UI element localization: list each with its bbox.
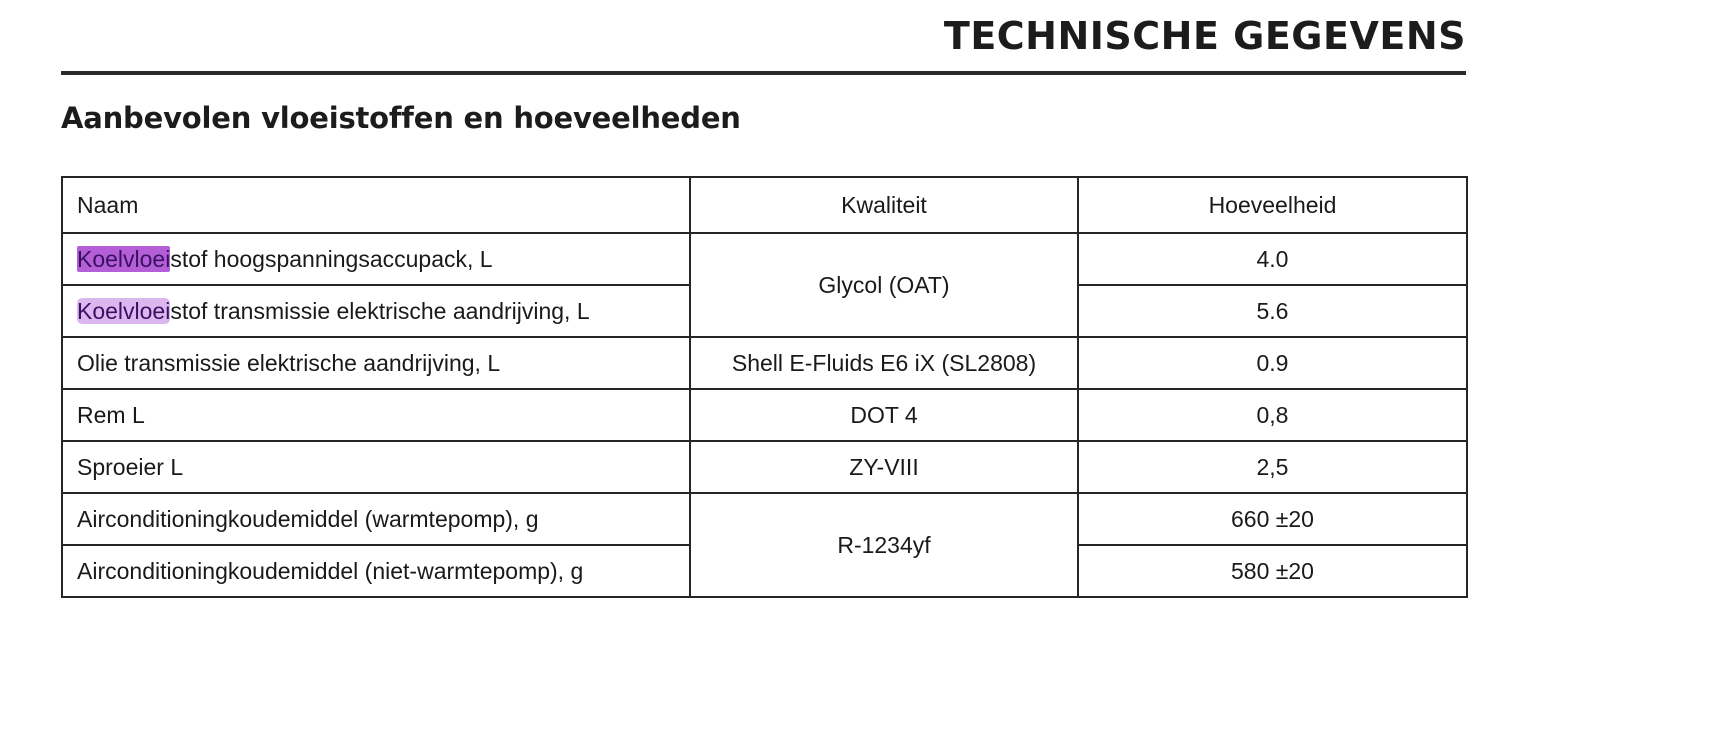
cell-amount: 2,5 [1078, 441, 1467, 493]
name-text: stof transmissie elektrische aandrijving, L [170, 297, 590, 324]
cell-amount: 580 ±20 [1078, 545, 1467, 597]
cell-amount: 0.9 [1078, 337, 1467, 389]
table-row [62, 441, 1467, 493]
header-name: Naam [62, 177, 690, 233]
cell-name: Airconditioningkoudemiddel (warmtepomp), g [62, 493, 690, 545]
table-header-row [62, 177, 1467, 233]
name-text: stof hoogspanningsaccupack, L [170, 245, 493, 272]
header-amount: Hoeveelheid [1078, 177, 1467, 233]
cell-amount: 0,8 [1078, 389, 1467, 441]
section-title: Aanbevolen vloeistoffen en hoeveelheden [61, 101, 741, 135]
page-header-title: TECHNISCHE GEGEVENS [943, 14, 1466, 58]
table-row [62, 493, 1467, 545]
header-quality: Kwaliteit [690, 177, 1078, 233]
cell-quality: Glycol (OAT) [690, 233, 1078, 337]
cell-name: Sproeier L [62, 441, 690, 493]
cell-name: Olie transmissie elektrische aandrijving, L [62, 337, 690, 389]
cell-name [62, 233, 690, 285]
cell-name: Airconditioningkoudemiddel (niet-warmtepomp), g [62, 545, 690, 597]
cell-quality: ZY-VIII [690, 441, 1078, 493]
table-row [62, 233, 1467, 285]
search-highlight-active[interactable]: Koelvloei [77, 245, 171, 272]
cell-amount: 5.6 [1078, 285, 1467, 337]
cell-amount: 4.0 [1078, 233, 1467, 285]
table-row [62, 389, 1467, 441]
cell-name [62, 285, 690, 337]
table-row [62, 337, 1467, 389]
search-highlight[interactable]: Koelvloei [77, 297, 171, 324]
cell-quality: R-1234yf [690, 493, 1078, 597]
cell-name: Rem L [62, 389, 690, 441]
cell-quality: DOT 4 [690, 389, 1078, 441]
header-divider [61, 71, 1466, 75]
fluids-table [61, 176, 1468, 598]
cell-amount: 660 ±20 [1078, 493, 1467, 545]
cell-quality: Shell E-Fluids E6 iX (SL2808) [690, 337, 1078, 389]
